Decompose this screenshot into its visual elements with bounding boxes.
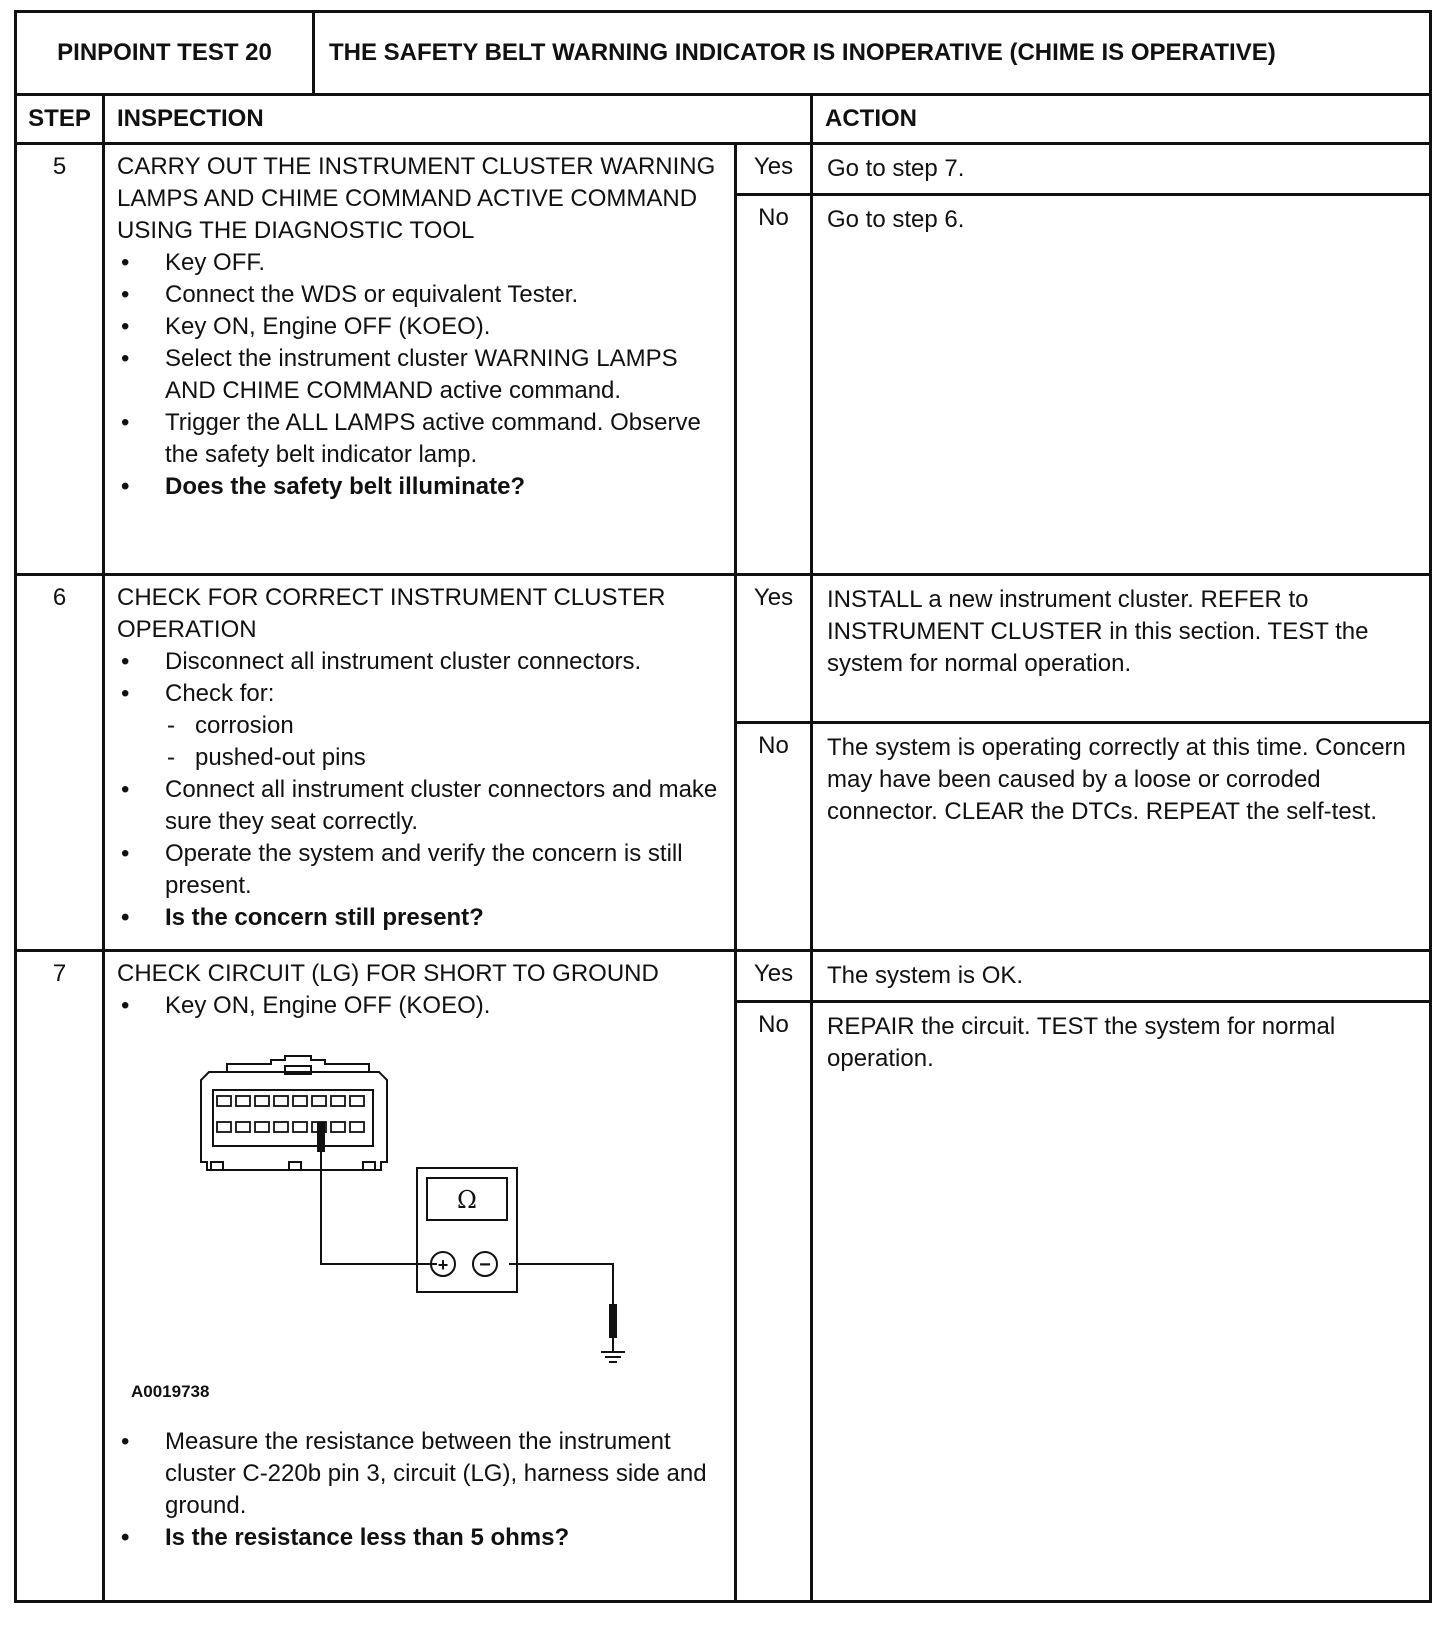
connector-pin: [217, 1096, 231, 1106]
step-7-inspection: [104, 951, 736, 1602]
step-5-inspection: [104, 144, 736, 575]
connector-pin: [331, 1096, 345, 1106]
connector-foot-left: [211, 1162, 223, 1170]
bullet-item: • Key ON, Engine OFF (KOEO).: [117, 311, 724, 343]
connector-pin: [274, 1122, 288, 1132]
bullet-item: • Key ON, Engine OFF (KOEO).: [117, 990, 724, 1022]
connector-foot-right: [363, 1162, 375, 1170]
connector-pin: [255, 1122, 269, 1132]
connector-pin: [274, 1096, 288, 1106]
connector-pin: [293, 1122, 307, 1132]
bullet-item: • Select the instrument cluster WARNING LAMPS AND CHIME COMMAND active command.: [117, 343, 724, 407]
step-heading: CARRY OUT THE INSTRUMENT CLUSTER WARNING LAMPS AND CHIME COMMAND ACTIVE COMMAND USING THE DIAGNOSTIC TOOL: [117, 153, 716, 244]
step-7-yes-row: [16, 951, 1431, 1002]
yes-label: Yes: [736, 144, 812, 195]
column-header-row: [16, 95, 1431, 144]
step-7-bullets-top: [117, 990, 724, 1022]
connector-pin: [293, 1096, 307, 1106]
pinpoint-test-title: THE SAFETY BELT WARNING INDICATOR IS INOPERATIVE (CHIME IS OPERATIVE): [314, 12, 1431, 95]
step-5-yes-row: [16, 144, 1431, 195]
bullet-item: • Key OFF.: [117, 247, 724, 279]
bullet-item: • Connect the WDS or equivalent Tester.: [117, 279, 724, 311]
question: • Does the safety belt illuminate?: [117, 471, 724, 503]
pinpoint-test-page: [14, 10, 1432, 1603]
inspection-column-header: INSPECTION: [104, 95, 812, 144]
test-title-table: [14, 10, 1432, 96]
bullet-text: Check for:: [165, 680, 275, 707]
plus-symbol: +: [437, 1255, 449, 1275]
yes-label: Yes: [736, 575, 812, 723]
connector-resistance-diagram: [117, 1036, 677, 1426]
question: • Is the resistance less than 5 ohms?: [117, 1522, 724, 1554]
step-heading: CHECK CIRCUIT (LG) FOR SHORT TO GROUND: [117, 960, 659, 987]
step-5-bullets: [117, 247, 724, 503]
bullet-item: [117, 678, 724, 774]
sub-item: - corrosion: [165, 710, 724, 742]
bullet-item: • Measure the resistance between the instrument cluster C-220b pin 3, circuit (LG), harness side and ground.: [117, 1426, 724, 1522]
step-6-bullets: [117, 646, 724, 934]
connector-latch: [227, 1056, 369, 1072]
step-heading: CHECK FOR CORRECT INSTRUMENT CLUSTER OPERATION: [117, 584, 666, 643]
step-7-bullets-bottom: [117, 1426, 724, 1554]
connector-pins: [217, 1096, 364, 1132]
positive-lead-wire: [321, 1146, 437, 1264]
bullet-item: • Connect all instrument cluster connectors and make sure they seat correctly.: [117, 774, 724, 838]
no-label: No: [736, 195, 812, 575]
bullet-item: • Operate the system and verify the concern is still present.: [117, 838, 724, 902]
connector-pin: [236, 1122, 250, 1132]
bullet-item: • Disconnect all instrument cluster connectors.: [117, 646, 724, 678]
pinpoint-test-label: PINPOINT TEST 20: [16, 12, 314, 95]
step-number: 7: [16, 951, 104, 1602]
procedure-table: [14, 93, 1432, 1603]
figure-id: A0019738: [131, 1382, 210, 1401]
sub-item: - pushed-out pins: [165, 742, 724, 774]
connector-pin: [236, 1096, 250, 1106]
action-column-header: ACTION: [812, 95, 1431, 144]
yes-action: The system is OK.: [812, 951, 1431, 1002]
no-label: No: [736, 1002, 812, 1602]
no-action: REPAIR the circuit. TEST the system for normal operation.: [812, 1002, 1431, 1602]
diagram-svg: [117, 1036, 677, 1426]
step-6-inspection: [104, 575, 736, 951]
connector-foot-mid: [289, 1162, 301, 1170]
ground-symbol: [601, 1338, 625, 1362]
yes-action: Go to step 7.: [812, 144, 1431, 195]
step-column-header: STEP: [16, 95, 104, 144]
no-action: Go to step 6.: [812, 195, 1431, 575]
step-number: 6: [16, 575, 104, 951]
ohm-symbol: Ω: [457, 1186, 477, 1214]
step-6-yes-row: [16, 575, 1431, 723]
bullet-item: • Trigger the ALL LAMPS active command. Observe the safety belt indicator lamp.: [117, 407, 724, 471]
minus-symbol: −: [479, 1254, 491, 1276]
no-label: No: [736, 723, 812, 951]
connector-body: [201, 1072, 387, 1170]
connector-pin: [331, 1122, 345, 1132]
connector-pin: [255, 1096, 269, 1106]
yes-label: Yes: [736, 951, 812, 1002]
question: • Is the concern still present?: [117, 902, 724, 934]
negative-lead-wire: [509, 1264, 613, 1304]
connector-pin: [217, 1122, 231, 1132]
ground-probe: [609, 1304, 617, 1338]
connector-pin: [312, 1096, 326, 1106]
step-number: 5: [16, 144, 104, 575]
connector-pin: [350, 1096, 364, 1106]
no-action: The system is operating correctly at this time. Concern may have been caused by a loose or corroded connector. CLEAR the DTCs. REPEAT the self-test.: [812, 723, 1431, 951]
connector-pin: [350, 1122, 364, 1132]
sub-list: [165, 710, 724, 774]
yes-action: INSTALL a new instrument cluster. REFER to INSTRUMENT CLUSTER in this section. TEST the system for normal operation.: [812, 575, 1431, 723]
